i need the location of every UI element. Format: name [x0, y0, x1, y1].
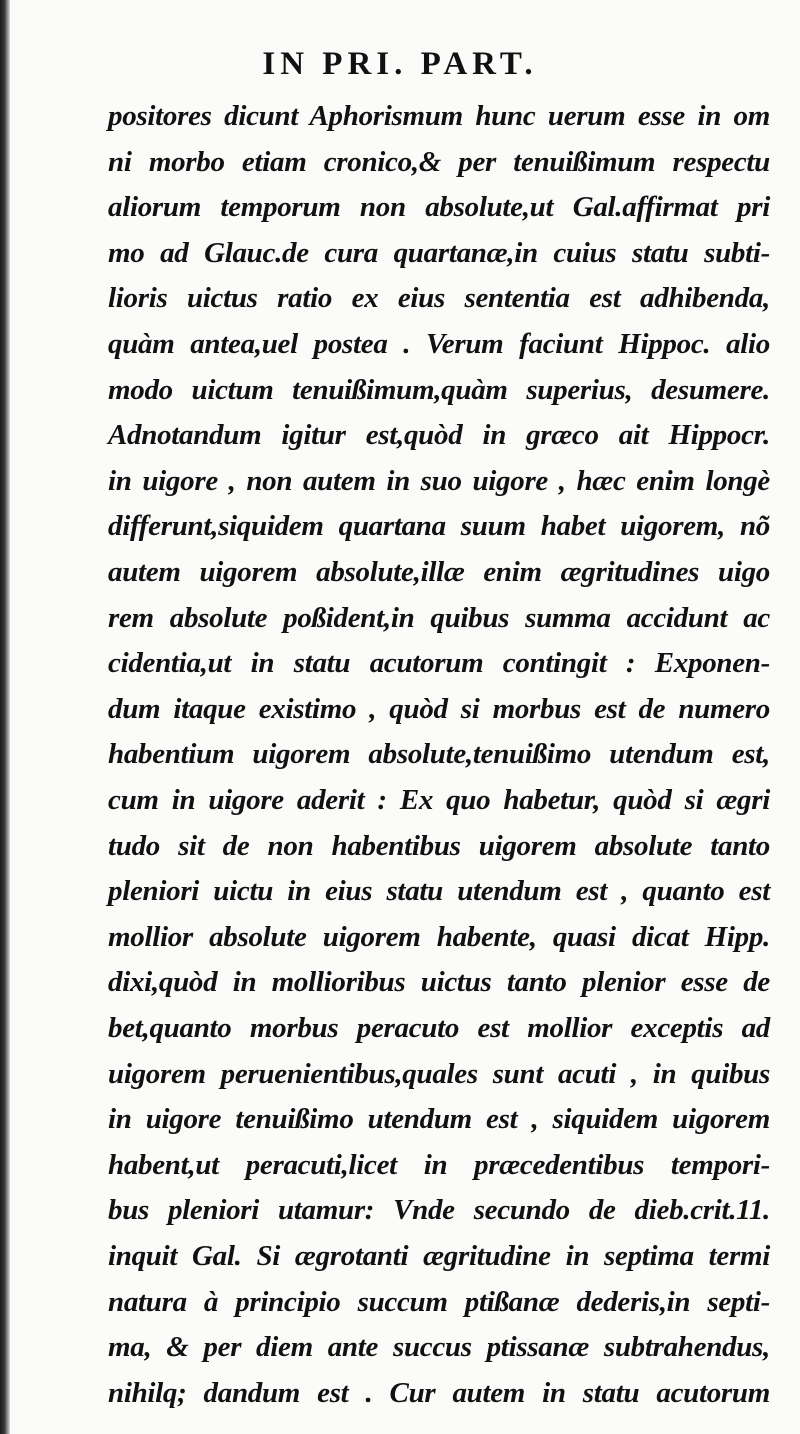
text-line: mollior absolute uigorem habente, quasi dicat Hipp. — [108, 920, 770, 953]
text-line: nihilq; dandum est . Cur autem in statu acutorum — [108, 1376, 770, 1409]
text-line: positores dicunt Aphorismum hunc uerum esse in om — [108, 100, 770, 132]
text-line: uigorem peruenientibus,quales sunt acuti , in quibus — [108, 1057, 770, 1090]
text-line: quàm antea,uel postea . Verum faciunt Hippoc. alio — [108, 328, 770, 360]
text-line: habent,ut peracuti,licet in præcedentibus tempori- — [108, 1148, 770, 1181]
text-line: differunt,siquidem quartana suum habet uigorem, nõ — [108, 510, 770, 543]
text-line: pleniori uictu in eius statu utendum est , quanto est — [108, 875, 770, 908]
text-line: modo uictum tenuißimum,quàm superius, desumere. — [108, 373, 770, 406]
text-line: natura à principio succum ptißanæ dederis,in septi- — [108, 1285, 770, 1318]
text-line: habentium uigorem absolute,tenuißimo utendum est, — [108, 738, 770, 771]
text-line: rem absolute poßident,in quibus summa accidunt ac — [108, 601, 770, 634]
text-line: cum in uigore aderit : Ex quo habetur, quòd si ægri — [108, 784, 770, 816]
text-line: aliorum temporum non absolute,ut Gal.affirmat pri — [108, 191, 770, 224]
text-line: inquit Gal. Si ægrotanti ægritudine in septima termi — [108, 1240, 770, 1272]
text-line: in uigore , non autem in suo uigore , hæc enim longè — [108, 464, 770, 497]
text-line: dixi,quòd in mollioribus uictus tanto plenior esse de — [108, 966, 770, 999]
text-line: dum itaque existimo , quòd si morbus est de numero — [108, 692, 770, 725]
text-line: ni morbo etiam cronico,& per tenuißimum respectu — [108, 145, 770, 178]
text-line: ma, & per diem ante succus ptissanæ subtrahendus, — [108, 1331, 770, 1364]
running-header: IN PRI. PART. — [262, 46, 538, 82]
text-line: autem uigorem absolute,illæ enim ægritudines uigo — [108, 556, 770, 588]
text-line: bet,quanto morbus peracuto est mollior exceptis ad — [108, 1012, 770, 1044]
text-line: cidentia,ut in statu acutorum contingit : Exponen- — [108, 647, 770, 680]
text-line: lioris uictus ratio ex eius sententia est adhibenda, — [108, 282, 770, 315]
text-line: in uigore tenuißimo utendum est , siquidem uigorem — [108, 1103, 770, 1136]
text-line: mo ad Glauc.de cura quartanæ,in cuius statu subti- — [108, 236, 770, 269]
text-line: Adnotandum igitur est,quòd in græco ait Hippocr. — [108, 419, 770, 452]
page-edge-shadow — [0, 0, 10, 1434]
text-line: bus pleniori utamur: Vnde secundo de dieb.crit.11. — [108, 1194, 770, 1227]
text-line: tudo sit de non habentibus uigorem absolute tanto — [108, 829, 770, 862]
